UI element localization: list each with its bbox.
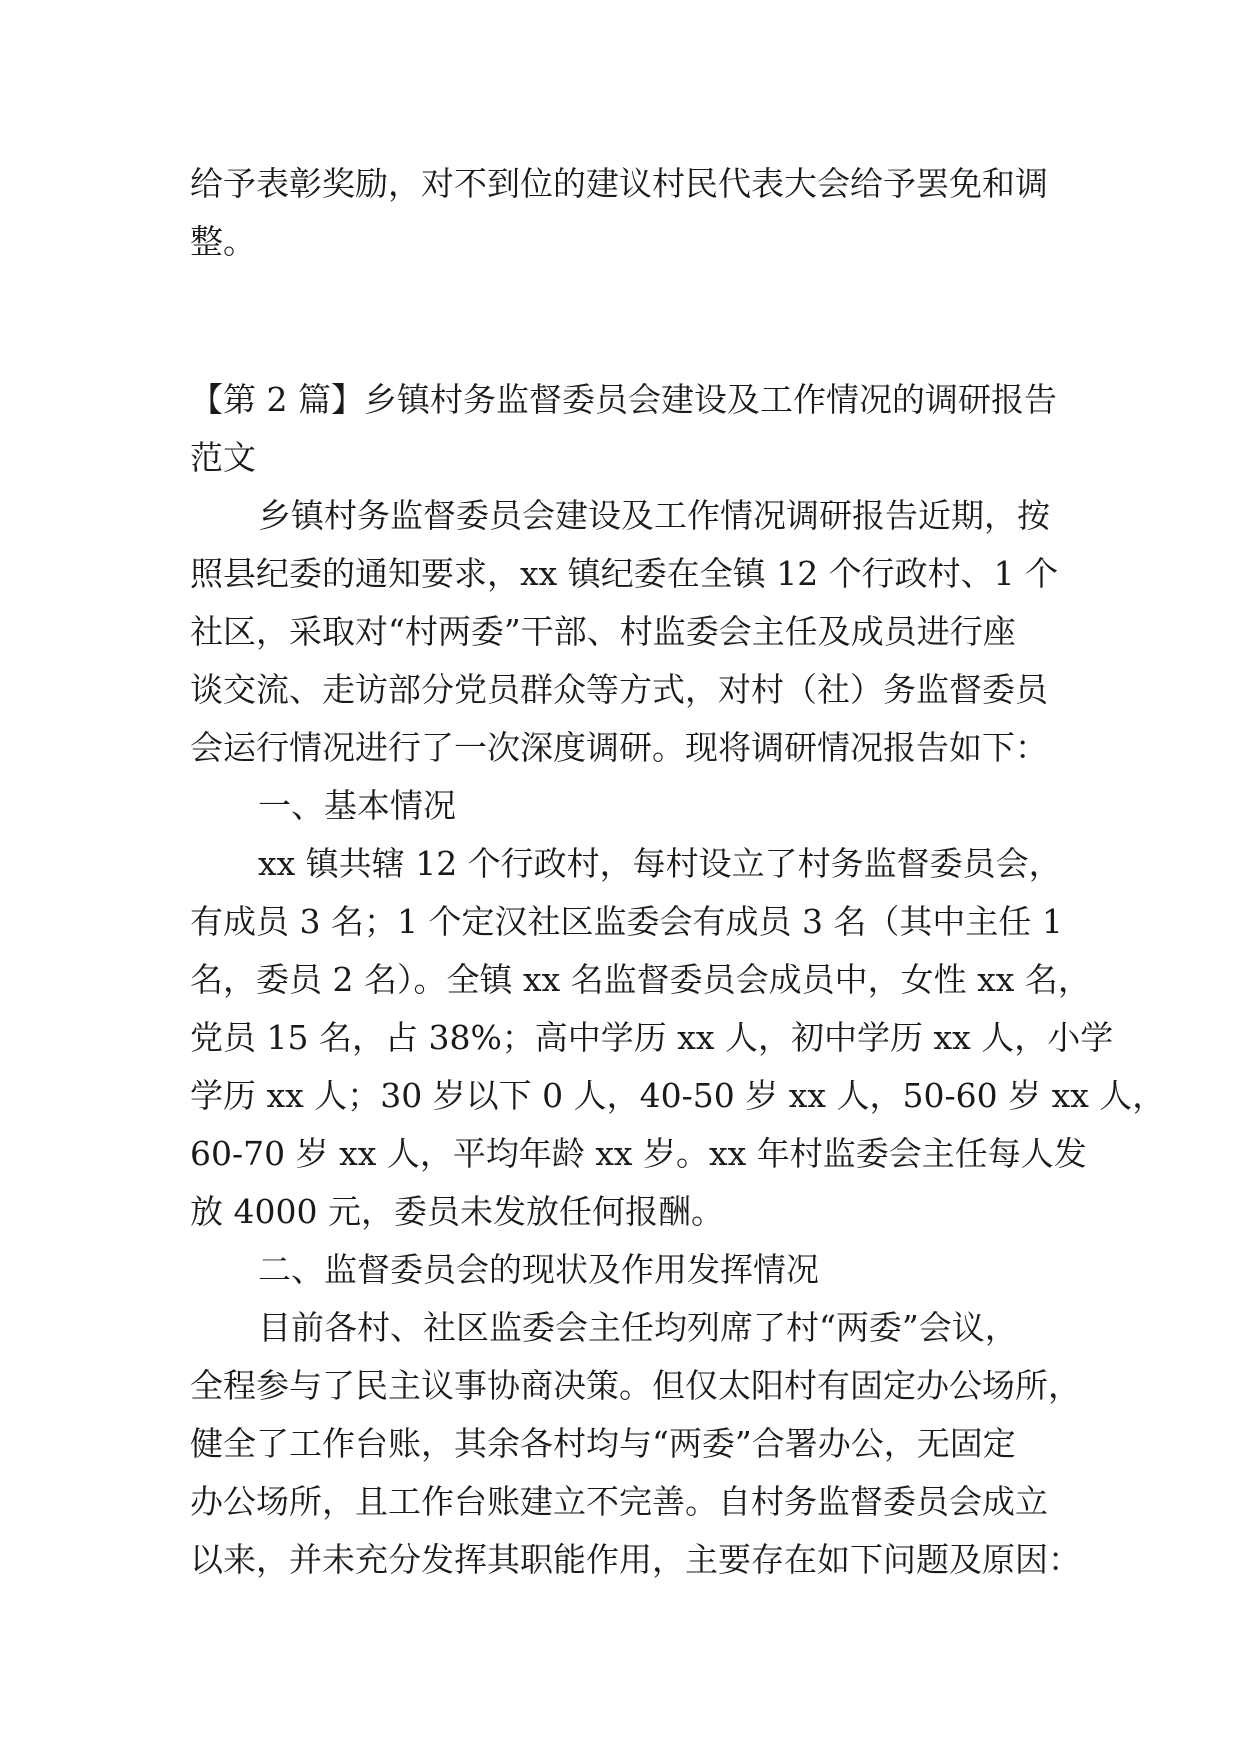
text-line: 目前各村、社区监委会主任均列席了村“两委”会议， [258, 1308, 1018, 1347]
section-title: 【第 2 篇】乡镇村务监督委员会建设及工作情况的调研报告 [190, 380, 1057, 419]
text-line: 健全了工作台账，其余各村均与“两委”合署办公，无固定 [190, 1424, 1016, 1463]
text-line: 有成员 3 名；1 个定汉社区监委会有成员 3 名（其中主任 1 [190, 902, 1063, 941]
text-line: 放 4000 元，委员未发放任何报酬。 [190, 1192, 724, 1231]
text-line: 60-70 岁 xx 人，平均年龄 xx 岁。xx 年村监委会主任每人发 [190, 1134, 1087, 1173]
text-line: 乡镇村务监督委员会建设及工作情况调研报告近期，按 [258, 496, 1050, 535]
text-line: 社区，采取对“村两委”干部、村监委会主任及成员进行座 [190, 612, 1016, 651]
text-line: 整。 [190, 222, 256, 261]
subheading-basic: 一、基本情况 [258, 786, 456, 825]
text-line: 会运行情况进行了一次深度调研。现将调研情况报告如下： [190, 728, 1048, 767]
subheading-status: 二、监督委员会的现状及作用发挥情况 [258, 1250, 819, 1289]
text-line: 全程参与了民主议事协商决策。但仅太阳村有固定办公场所， [190, 1366, 1081, 1405]
section-title-continued: 范文 [190, 438, 256, 477]
text-line: 名，委员 2 名）。全镇 xx 名监督委员会成员中，女性 xx 名， [190, 960, 1091, 999]
text-line: 办公场所，且工作台账建立不完善。自村务监督委员会成立 [190, 1482, 1048, 1521]
document-page [190, 155, 1166, 1589]
paragraph-gap [190, 271, 1055, 371]
text-line: xx 镇共辖 12 个行政村，每村设立了村务监督委员会， [258, 844, 1062, 883]
text-line: 党员 15 名，占 38%；高中学历 xx 人，初中学历 xx 人，小学 [190, 1018, 1114, 1057]
text-line: 给予表彰奖励，对不到位的建议村民代表大会给予罢免和调 [190, 164, 1048, 203]
text-line: 以来，并未充分发挥其职能作用，主要存在如下问题及原因： [190, 1540, 1081, 1579]
text-line: 照县纪委的通知要求，xx 镇纪委在全镇 12 个行政村、1 个 [190, 554, 1059, 593]
text-line: 谈交流、走访部分党员群众等方式，对村（社）务监督委员 [190, 670, 1048, 709]
text-line: 学历 xx 人；30 岁以下 0 人，40-50 岁 xx 人，50-60 岁 xx 人， [190, 1076, 1166, 1115]
